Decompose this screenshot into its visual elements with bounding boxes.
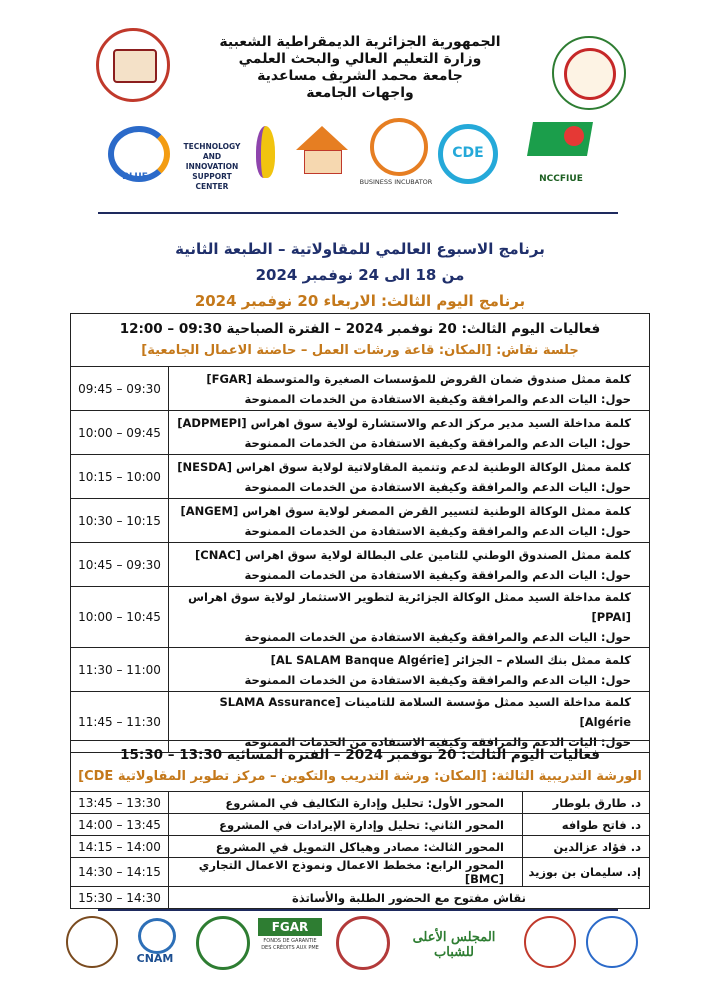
time-cell: 09:45 – 09:30 xyxy=(71,367,169,411)
time-cell: 13:45 – 13:30 xyxy=(71,792,169,814)
header-line-3: جامعة محمد الشريف مساعدية xyxy=(257,68,463,84)
afternoon-workshop-table xyxy=(70,740,650,909)
morning-session-table xyxy=(70,313,650,753)
table-row: كلمة ممثل الصندوق الوطني للتامين على البطالة لولاية سوق اهراس [CNAC] حول: اليات الدعم والمرافقة وكيفية الاستفادة من الخدمات الممنوحة 10:45 – 09:30 xyxy=(71,543,650,587)
day-title: برنامج اليوم الثالث: الاربعاء 20 نوفمبر 2024 xyxy=(194,292,526,310)
partner-logos xyxy=(96,118,616,194)
table-row xyxy=(71,887,650,909)
ministry-footer-logo xyxy=(524,916,576,968)
program-title: برنامج الاسبوع العالمي للمقاولاتية – الطبعة الثانية xyxy=(175,240,545,258)
morning-location: جلسة نقاش: [المكان: قاعة ورشات العمل – حاضنة الاعمال الجامعية] xyxy=(141,343,579,358)
program-dates: من 18 الى 24 نوفمبر 2024 xyxy=(255,266,465,284)
people-logo xyxy=(586,916,638,968)
afternoon-heading: فعاليات اليوم الثالث: 20 نوفمبر 2024 – الفترة المسائية 13:30 – 15:30 xyxy=(120,747,600,763)
header-line-2: وزارة التعليم العالي والبحث العلمي xyxy=(238,51,482,67)
red-seal-logo xyxy=(336,916,390,970)
nccfiue-logo: NCCFIUE xyxy=(520,122,602,192)
table-row xyxy=(71,858,650,887)
university-seal-logo xyxy=(96,28,170,102)
time-cell: 15:30 – 14:30 xyxy=(71,887,169,909)
table-row: كلمة مداخلة السيد ممثل الوكالة الجزائرية لتطوير الاستثمار لولاية سوق اهراس [PPAI] حول: اليات الدعم والمرافقة وكيفية الاستفادة من الخدمات الممنوحة 10:00 – 10:45 xyxy=(71,587,650,648)
header-line-1: الجمهورية الجزائرية الديمقراطية الشعبية xyxy=(219,34,501,50)
table-row xyxy=(71,836,650,858)
header-divider xyxy=(98,212,618,214)
blue-logo: BLUE xyxy=(102,126,168,192)
table-row: كلمة ممثل الوكالة الوطنية لتسيير القرض المصغر لولاية سوق اهراس [ANGEM] حول: اليات الدعم والمرافقة وكيفية الاستفادة من الخدمات الممنوحة 10:30 – 10:15 xyxy=(71,499,650,543)
time-cell: 11:45 – 11:30 xyxy=(71,692,169,753)
business-incubator-logo: BUSINESS INCUBATOR xyxy=(364,118,428,194)
closing-discussion: نقاش مفتوح مع الحضور الطلبة والأساتذة xyxy=(169,887,650,909)
footer-logos xyxy=(62,914,662,974)
cnam-logo: CNAM xyxy=(124,918,186,970)
workshop-topic: المحور الثالث: مصادر وهياكل التمويل في المشروع xyxy=(169,836,523,858)
time-cell: 10:00 – 09:45 xyxy=(71,411,169,455)
afternoon-location: الورشة التدريبية الثالثة: [المكان: ورشة التدريب والتكوين – مركز تطوير المقاولاتية CDE] xyxy=(78,769,642,784)
morning-heading-row xyxy=(71,314,650,367)
speaker-name: د. فؤاد عزالدين xyxy=(523,836,650,858)
table-row: كلمة مداخلة السيد ممثل مؤسسة السلامة للتامينات [SLAMA Assurance Algérie] حول: اليات الدعم والمرافقة وكيفية الاستفادة من الخدمات الممنوحة 11:45 – 11:30 xyxy=(71,692,650,753)
algerian-seal-logo xyxy=(66,916,118,968)
time-cell: 14:30 – 14:15 xyxy=(71,858,169,887)
cde-logo: CDE xyxy=(438,124,498,184)
table-row xyxy=(71,814,650,836)
time-cell: 14:15 – 14:00 xyxy=(71,836,169,858)
time-cell: 10:30 – 10:15 xyxy=(71,499,169,543)
green-seal-logo xyxy=(196,916,250,970)
table-row: كلمة ممثل الوكالة الوطنية لدعم وتنمية المقاولاتية لولاية سوق اهراس [NESDA] حول: اليات الدعم والمرافقة وكيفية الاستفادة من الخدمات الممنوحة 10:15 – 10:00 xyxy=(71,455,650,499)
official-header xyxy=(210,34,510,102)
speaker-name: د. طارق بلوطار xyxy=(523,792,650,814)
workshop-topic: المحور الرابع: مخطط الاعمال ونموذج الاعمال التجاري [BMC] xyxy=(169,858,523,887)
afternoon-heading-row xyxy=(71,741,650,792)
youth-council-logo: المجلس الأعلى للشباب xyxy=(412,930,496,960)
time-cell: 11:30 – 11:00 xyxy=(71,648,169,692)
time-cell: 10:00 – 10:45 xyxy=(71,587,169,648)
house-logo xyxy=(286,126,356,186)
ministry-seal-logo xyxy=(552,36,626,110)
flame-logo xyxy=(248,126,278,186)
tisc-logo: TECHNOLOGY AND INNOVATION SUPPORT CENTER xyxy=(183,142,241,191)
time-cell: 10:15 – 10:00 xyxy=(71,455,169,499)
table-row: كلمة ممثل صندوق ضمان القروض للمؤسسات الصغيرة والمتوسطة [FGAR] حول: اليات الدعم والمرافقة وكيفية الاستفادة من الخدمات الممنوحة 09:45 – 09:30 xyxy=(71,367,650,411)
table-row xyxy=(71,792,650,814)
header-line-4: واجهات الجامعة xyxy=(306,85,414,101)
workshop-topic: المحور الأول: تحليل وإدارة التكاليف في المشروع xyxy=(169,792,523,814)
footer-divider xyxy=(98,909,618,911)
time-cell: 10:45 – 09:30 xyxy=(71,543,169,587)
table-row: كلمة مداخلة السيد مدير مركز الدعم والاستشارة لولاية سوق اهراس [ADPMEPI] حول: اليات الدعم والمرافقة وكيفية الاستفادة من الخدمات الممنوحة 10:00 – 09:45 xyxy=(71,411,650,455)
speaker-name: إد. سليمان بن بوزيد xyxy=(523,858,650,887)
speaker-name: د. فاتح طوافه xyxy=(523,814,650,836)
time-cell: 14:00 – 13:45 xyxy=(71,814,169,836)
morning-heading: فعاليات اليوم الثالث: 20 نوفمبر 2024 – الفترة الصباحية 09:30 – 12:00 xyxy=(119,321,601,337)
workshop-topic: المحور الثاني: تحليل وإدارة الإيرادات في المشروع xyxy=(169,814,523,836)
fgar-logo: FGAR FONDS DE GARANTIE DES CRÉDITS AUX PME xyxy=(258,918,322,970)
table-row: كلمة ممثل بنك السلام – الجزائر [AL SALAM Banque Algérie] حول: اليات الدعم والمرافقة وكيفية الاستفادة من الخدمات الممنوحة 11:30 – 11:00 xyxy=(71,648,650,692)
